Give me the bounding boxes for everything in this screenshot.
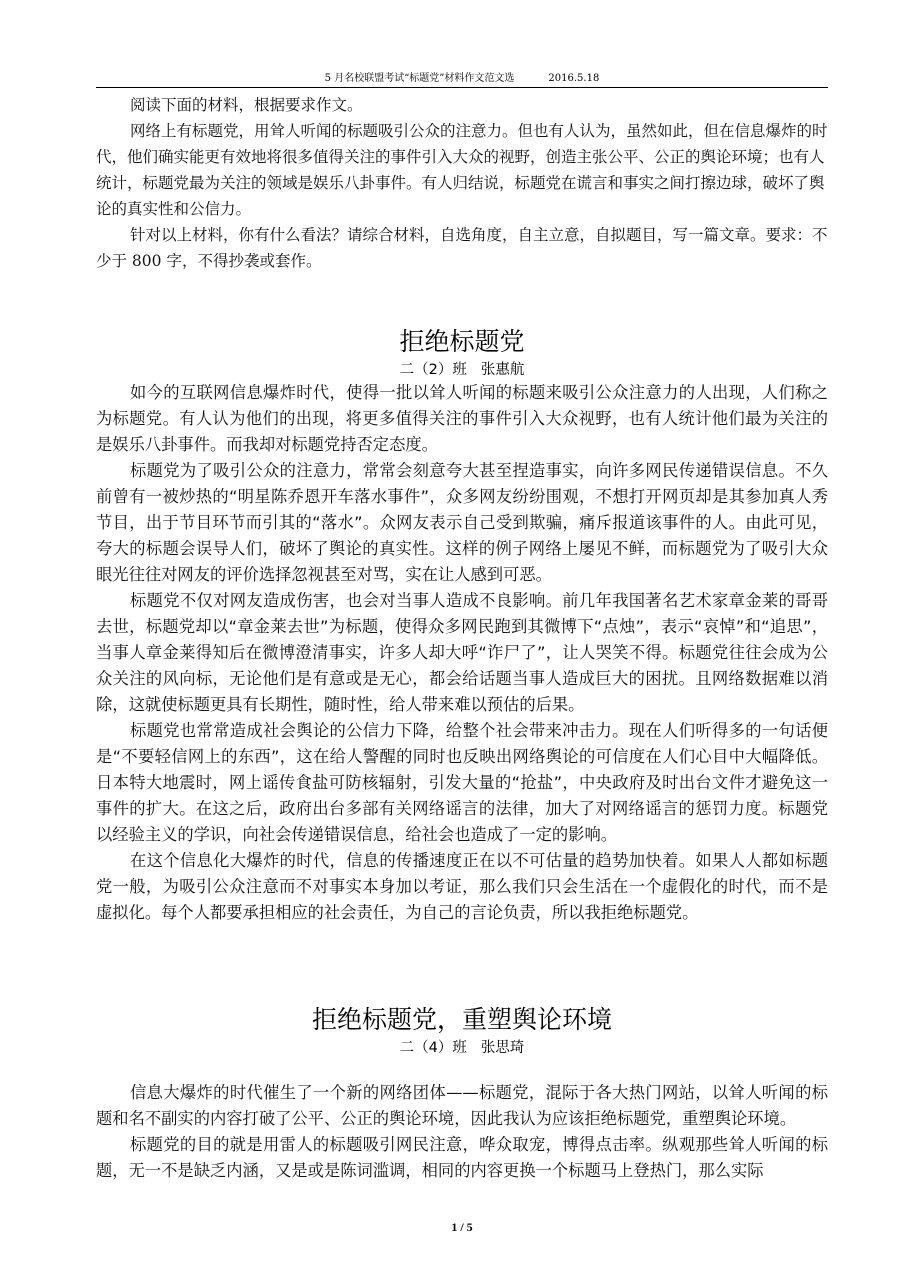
page-header: [96, 72, 828, 86]
essay-2-paragraph: 标题党的目的就是用雷人的标题吸引网民注意，哗众取宠，博得点击率。纵观那些耸人听闻的标题，无一不是缺乏内涵，又是或是陈词滥调，相同的内容更换一个标题马上登热门，那么实际: [96, 1135, 828, 1180]
essay-1-author: 张惠航: [480, 362, 525, 378]
header-title: 5 月名校联盟考试“标题党”材料作文范文选: [324, 73, 515, 84]
header-date: 2016.5.18: [548, 73, 600, 84]
essay-2-byline: [96, 1038, 828, 1058]
essay-1-byline: [96, 360, 828, 380]
essay-2-paragraph: 信息大爆炸的时代催生了一个新的网络团体——标题党，混际于各大热门网站，以耸人听闻的标题和名不副实的内容打破了公平、公正的舆论环境，因此我认为应该拒绝标题党，重塑舆论环境。: [96, 1083, 828, 1128]
essay-1: [96, 324, 828, 926]
prompt-requirement: 针对以上材料，你有什么看法？请综合材料，自选角度，自主立意，自拟题目，写一篇文章。要求：不少于 800 字，不得抄袭或套作。: [96, 226, 828, 270]
essay-1-paragraph: 在这个信息化大爆炸的时代，信息的传播速度正在以不可估量的趋势加快着。如果人人都如标题党一般，为吸引公众注意而不对事实本身加以考证，那么我们只会生活在一个虚假化的时代，而不是虚拟化。每个人都要承担相应的社会责任，为自己的言论负责，所以我拒绝标题党。: [96, 851, 828, 922]
essay-1-paragraph: 标题党也常常造成社会舆论的公信力下降，给整个社会带来冲击力。现在人们听得多的一句话便是“不要轻信网上的东西”，这在给人警醒的同时也反映出网络舆论的可信度在人们心目中大幅降低。日本特大地震时，网上谣传食盐可防核辐射，引发大量的“抢盐”，中央政府及时出台文件才避免这一事件的扩大。在这之后，政府出台多部有关网络谣言的法律，加大了对网络谣言的惩罚力度。标题党以经验主义的学识，向社会传递错误信息，给社会也造成了一定的影响。: [96, 721, 828, 844]
essay-2-author: 张思琦: [480, 1040, 525, 1056]
prompt-section: [96, 92, 828, 274]
prompt-material: 网络上有标题党，用耸人听闻的标题吸引公众的注意力。但也有人认为，虽然如此，但在信息爆炸的时代，他们确实能更有效地将很多值得关注的事件引入大众的视野，创造主张公平、公正的舆论环境；也有人统计，标题党最为关注的领域是娱乐八卦事件。有人归结说，标题党在谎言和事实之间打擦边球，破坏了舆论的真实性和公信力。: [96, 122, 828, 218]
essay-1-paragraph: 标题党为了吸引公众的注意力，常常会刻意夸大甚至捏造事实，向许多网民传递错误信息。不久前曾有一被炒热的“明星陈乔恩开车落水事件”，众多网友纷纷围观，不想打开网页却是其参加真人秀节目，出于节目环节而引其的“落水”。众网友表示自己受到欺骗，痛斥报道该事件的人。由此可见，夸大的标题会误导人们，破坏了舆论的真实性。这样的例子网络上屡见不鲜，而标题党为了吸引大众眼光往往对网友的评价选择忽视甚至对骂，实在让人感到可恶。: [96, 461, 828, 584]
essay-1-title: 拒绝标题党: [399, 327, 525, 356]
header-rule: [96, 87, 828, 88]
essay-1-paragraph: 如今的互联网信息爆炸时代，使得一批以耸人听闻的标题来吸引公众注意力的人出现，人们称之为标题党。有人认为他们的出现，将更多值得关注的事件引入大众视野，也有人统计他们最为关注的是娱乐八卦事件。而我却对标题党持否定态度。: [96, 383, 828, 454]
essay-1-paragraph: 标题党不仅对网友造成伤害，也会对当事人造成不良影响。前几年我国著名艺术家章金莱的哥哥去世，标题党却以“章金莱去世”为标题，使得众多网民跑到其微博下“点烛”，表示“哀悼”和“追思”，当事人章金莱得知后在微博澄清事实，许多人却大呼“诈尸了”，让人哭笑不得。标题党往往会成为公众关注的风向标，无论他们是有意或是无心，都会给话题当事人造成巨大的困扰。且网络数据难以消除，这就使标题更具有长期性，随时性，给人带来难以预估的后果。: [96, 591, 828, 714]
essay-2-class: 二（4）班: [399, 1040, 467, 1056]
essay-2: [96, 1002, 828, 1184]
essay-2-title: 拒绝标题党，重塑舆论环境: [311, 1005, 612, 1034]
essay-1-class: 二（2）班: [399, 362, 467, 378]
page-number: 1 / 5: [451, 1220, 473, 1234]
prompt-intro: 阅读下面的材料，根据要求作文。: [130, 96, 363, 114]
document-body: [96, 92, 828, 1184]
